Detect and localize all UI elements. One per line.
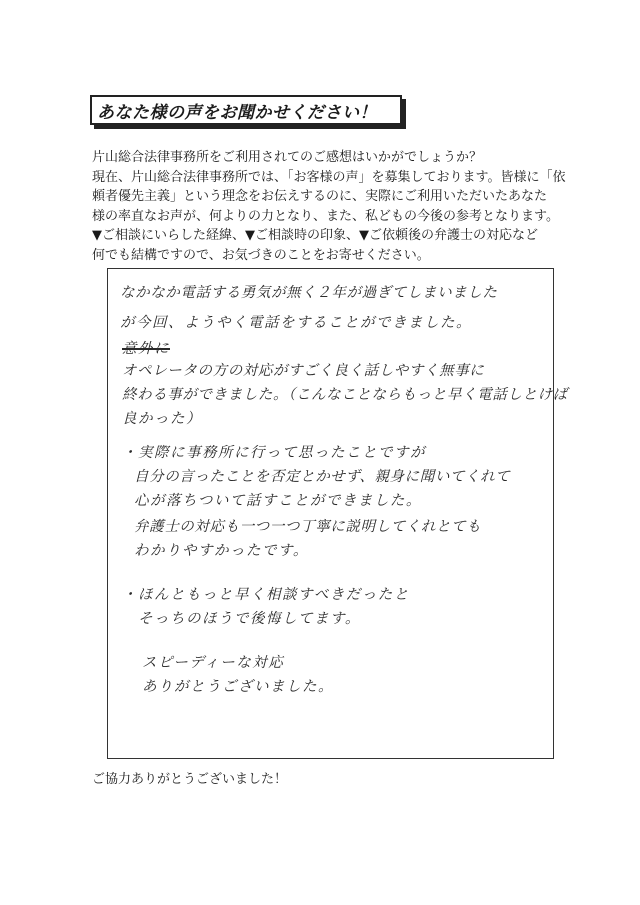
handwritten-line: ・ほんともっと早く相談すべきだったと xyxy=(122,587,410,603)
handwritten-line: なかなか電話する勇気が無く２年が過ぎてしまいました xyxy=(120,285,498,301)
intro-line: 様の率直なお声が、何よりの力となり、また、私どもの今後の参考となります。 xyxy=(92,208,559,224)
handwritten-line: ありがとうございました。 xyxy=(142,679,334,695)
handwritten-answer-box xyxy=(107,268,568,759)
handwritten-line: わかりやすかったです。 xyxy=(134,543,309,559)
handwritten-line: が今回、ようやく電話をすることができました。 xyxy=(120,315,472,331)
handwritten-line: 良かった） xyxy=(122,411,202,427)
form-title xyxy=(90,95,402,125)
intro-line: 現在、片山総合法律事務所では、「お客様の声」を募集しております。皆様に「依 xyxy=(92,169,566,185)
handwritten-line: スピーディーな対応 xyxy=(142,655,285,671)
handwritten-line: 自分の言ったことを否定とかせず、親身に聞いてくれて xyxy=(134,469,511,485)
intro-line: 頼者優先主義」という理念をお伝えするのに、実際にご利用いただいたあなた xyxy=(92,189,548,204)
form-title-text: あなた様の声をお聞かせください！ xyxy=(97,102,377,123)
handwritten-struck-word: 意外に xyxy=(122,341,170,357)
handwritten-line: 弁護士の対応も一つ一つ丁寧に説明してくれとても xyxy=(134,519,482,535)
intro-line: 何でも結構ですので、お気づきのことをお寄せください。 xyxy=(92,247,430,263)
intro-paragraph xyxy=(92,148,566,265)
thank-you-footer: ご協力ありがとうございました！ xyxy=(92,772,288,787)
handwritten-line: 心が落ちついて話すことができました。 xyxy=(134,493,422,509)
intro-line: 片山総合法律事務所をご利用されてのご感想はいかがでしょうか？ xyxy=(92,150,483,165)
handwritten-line: そっちのほうで後悔してます。 xyxy=(138,611,361,627)
handwritten-line: ・実際に事務所に行って思ったことですが xyxy=(122,445,426,461)
handwritten-line: 終わる事ができました。（こんなことならもっと早く電話しとけば xyxy=(122,387,568,403)
intro-line: ▼ご相談にいらした経緯、▼ご相談時の印象、▼ご依頼後の弁護士の対応など xyxy=(92,228,538,243)
handwritten-line: オペレータの方の対応がすごく良く話しやすく無事に xyxy=(122,363,485,379)
